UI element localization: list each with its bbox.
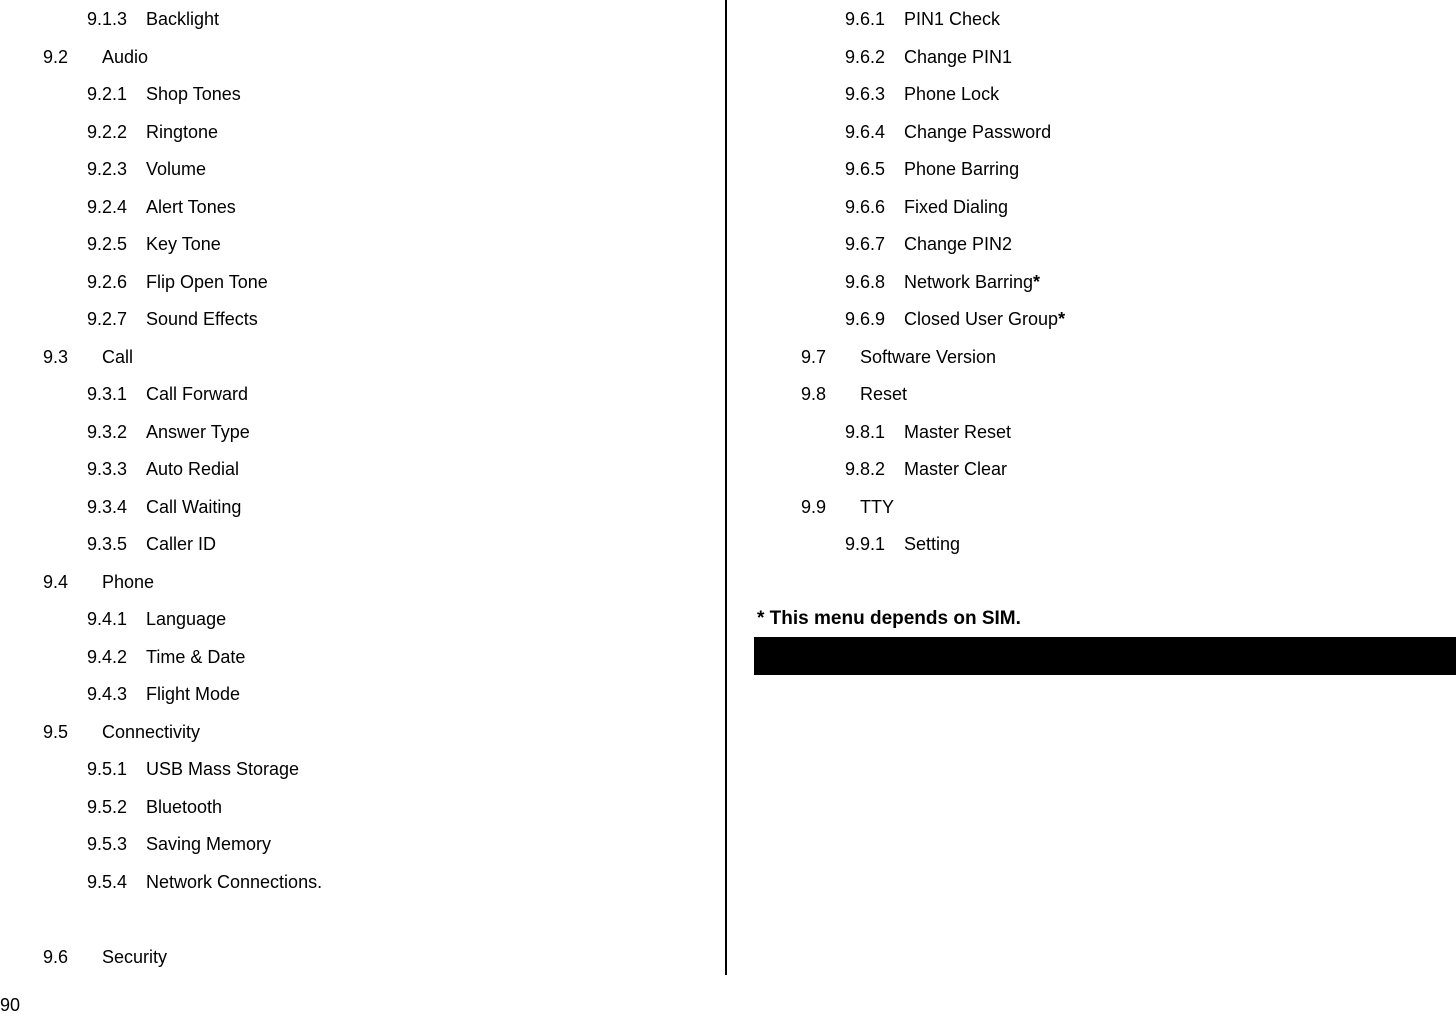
menu-label bbox=[146, 870, 322, 894]
menu-label bbox=[904, 270, 1040, 294]
menu-number: 9.2.6 bbox=[87, 271, 128, 292]
menu-label bbox=[146, 795, 222, 819]
menu-label-text: Master Reset bbox=[904, 421, 1012, 442]
menu-number: 9.9 bbox=[801, 496, 827, 517]
menu-label-text: Setting bbox=[904, 534, 961, 554]
menu-label-text: Call bbox=[102, 346, 134, 367]
menu-label bbox=[146, 757, 299, 781]
menu-number: 9.4.2 bbox=[87, 646, 128, 667]
menu-label-text: Phone bbox=[102, 571, 155, 592]
menu-label bbox=[146, 270, 268, 294]
menu-label-text: Backlight bbox=[146, 9, 220, 29]
menu-label bbox=[102, 720, 200, 744]
menu-label-text: Ringtone bbox=[146, 121, 219, 142]
menu-number: 9.5.3 bbox=[87, 834, 128, 854]
menu-label-text: Sound Effects bbox=[146, 309, 258, 329]
menu-number: 9.3.2 bbox=[87, 421, 128, 442]
menu-label bbox=[146, 82, 241, 106]
menu-label-text: Audio bbox=[102, 46, 149, 67]
menu-number: 9.2.1 bbox=[87, 84, 128, 104]
menu-label-text: Change PIN2 bbox=[904, 234, 1013, 254]
menu-number: 9.6.2 bbox=[845, 46, 886, 67]
menu-number: 9.9.1 bbox=[845, 534, 886, 554]
menu-number: 9.2.4 bbox=[87, 196, 128, 217]
menu-label bbox=[146, 607, 226, 631]
menu-label bbox=[860, 495, 894, 519]
menu-label-text: Time & Date bbox=[146, 646, 246, 667]
menu-label-text: Software Version bbox=[860, 346, 997, 367]
menu-label-text: Answer Type bbox=[146, 421, 250, 442]
menu-number: 9.2.7 bbox=[87, 309, 128, 329]
menu-label bbox=[102, 945, 167, 969]
menu-label-text: Phone Barring bbox=[904, 159, 1020, 179]
menu-number: 9.3.3 bbox=[87, 459, 128, 479]
menu-label bbox=[146, 195, 236, 219]
menu-label-text: Caller ID bbox=[146, 534, 217, 554]
menu-number: 9.3.1 bbox=[87, 384, 128, 404]
menu-label bbox=[904, 232, 1012, 256]
menu-label bbox=[904, 532, 960, 556]
sim-dependent-marker: * bbox=[1058, 309, 1066, 329]
menu-label-text: PIN1 Check bbox=[904, 9, 1001, 29]
menu-label bbox=[146, 495, 241, 519]
sim-dependent-marker: * bbox=[1033, 271, 1041, 292]
menu-number: 9.5.4 bbox=[87, 871, 128, 892]
menu-label bbox=[146, 420, 250, 444]
menu-label-text: Connectivity bbox=[102, 721, 201, 742]
menu-number: 9.7 bbox=[801, 346, 827, 367]
menu-label-text: Auto Redial bbox=[146, 459, 240, 479]
menu-label bbox=[102, 345, 133, 369]
menu-number: 9.6.6 bbox=[845, 196, 886, 217]
menu-label bbox=[904, 157, 1019, 181]
menu-label bbox=[146, 832, 271, 856]
menu-number: 9.6.4 bbox=[845, 121, 886, 142]
menu-label-text: Network Connections. bbox=[146, 871, 323, 892]
menu-label-text: Change PIN1 bbox=[904, 46, 1013, 67]
menu-label bbox=[904, 195, 1008, 219]
menu-label-text: Fixed Dialing bbox=[904, 196, 1009, 217]
menu-number: 9.2.3 bbox=[87, 159, 128, 179]
menu-label-text: Call Forward bbox=[146, 384, 249, 404]
menu-number: 9.8 bbox=[801, 384, 827, 404]
menu-number: 9.3 bbox=[43, 346, 69, 367]
menu-number: 9.6.8 bbox=[845, 271, 886, 292]
sim-footnote: * This menu depends on SIM. bbox=[757, 608, 1021, 629]
menu-number: 9.4 bbox=[43, 571, 69, 592]
page-number: 90 bbox=[0, 995, 21, 1015]
black-bar bbox=[754, 637, 1456, 675]
menu-number: 9.4.3 bbox=[87, 684, 128, 704]
menu-label bbox=[904, 307, 1065, 331]
menu-label-text: Change Password bbox=[904, 121, 1052, 142]
menu-label-text: Call Waiting bbox=[146, 496, 242, 517]
menu-number: 9.6.3 bbox=[845, 84, 886, 104]
menu-label bbox=[146, 682, 240, 706]
menu-number: 9.5 bbox=[43, 721, 69, 742]
menu-label bbox=[146, 532, 216, 556]
menu-number: 9.5.2 bbox=[87, 796, 128, 817]
menu-label bbox=[904, 420, 1011, 444]
menu-label-text: Alert Tones bbox=[146, 196, 236, 217]
menu-number: 9.6.7 bbox=[845, 234, 886, 254]
menu-label-text: Network Barring bbox=[904, 271, 1034, 292]
menu-number: 9.8.1 bbox=[845, 421, 886, 442]
menu-label bbox=[860, 345, 996, 369]
menu-label bbox=[146, 120, 218, 144]
menu-label-text: Key Tone bbox=[146, 234, 221, 254]
menu-label bbox=[146, 645, 245, 669]
menu-label-text: Volume bbox=[146, 159, 207, 179]
menu-label-text: Bluetooth bbox=[146, 796, 223, 817]
menu-label bbox=[904, 7, 1000, 31]
menu-number: 9.3.5 bbox=[87, 534, 128, 554]
menu-label bbox=[102, 570, 154, 594]
menu-label bbox=[904, 45, 1012, 69]
menu-number: 9.6.1 bbox=[845, 9, 886, 29]
menu-number: 9.6.5 bbox=[845, 159, 886, 179]
menu-label-text: Closed User Group bbox=[904, 309, 1059, 329]
menu-number: 9.3.4 bbox=[87, 496, 128, 517]
menu-number: 9.2.2 bbox=[87, 121, 128, 142]
menu-label-text: TTY bbox=[860, 496, 894, 517]
menu-number: 9.5.1 bbox=[87, 759, 128, 779]
menu-label-text: Reset bbox=[860, 384, 908, 404]
menu-label bbox=[146, 157, 206, 181]
menu-label bbox=[904, 457, 1007, 481]
column-divider bbox=[725, 0, 727, 975]
menu-label bbox=[102, 45, 148, 69]
menu-number: 9.6.9 bbox=[845, 309, 886, 329]
menu-label-text: Shop Tones bbox=[146, 84, 241, 104]
menu-label bbox=[146, 307, 258, 331]
menu-number: 9.4.1 bbox=[87, 609, 128, 629]
menu-label bbox=[146, 382, 248, 406]
menu-label-text: Master Clear bbox=[904, 459, 1008, 479]
menu-label bbox=[860, 382, 907, 406]
menu-number: 9.2 bbox=[43, 46, 69, 67]
menu-label bbox=[904, 120, 1051, 144]
menu-number: 9.2.5 bbox=[87, 234, 128, 254]
menu-label bbox=[146, 457, 239, 481]
menu-label bbox=[904, 82, 999, 106]
menu-label-text: Phone Lock bbox=[904, 84, 1000, 104]
menu-label-text: Security bbox=[102, 946, 168, 967]
menu-label-text: Saving Memory bbox=[146, 834, 272, 854]
menu-label bbox=[146, 7, 219, 31]
menu-label bbox=[146, 232, 221, 256]
menu-label-text: USB Mass Storage bbox=[146, 759, 300, 779]
menu-number: 9.6 bbox=[43, 946, 69, 967]
menu-label-text: Flip Open Tone bbox=[146, 271, 268, 292]
menu-label-text: Language bbox=[146, 609, 227, 629]
menu-number: 9.1.3 bbox=[87, 9, 128, 29]
menu-label-text: Flight Mode bbox=[146, 684, 241, 704]
menu-number: 9.8.2 bbox=[845, 459, 886, 479]
